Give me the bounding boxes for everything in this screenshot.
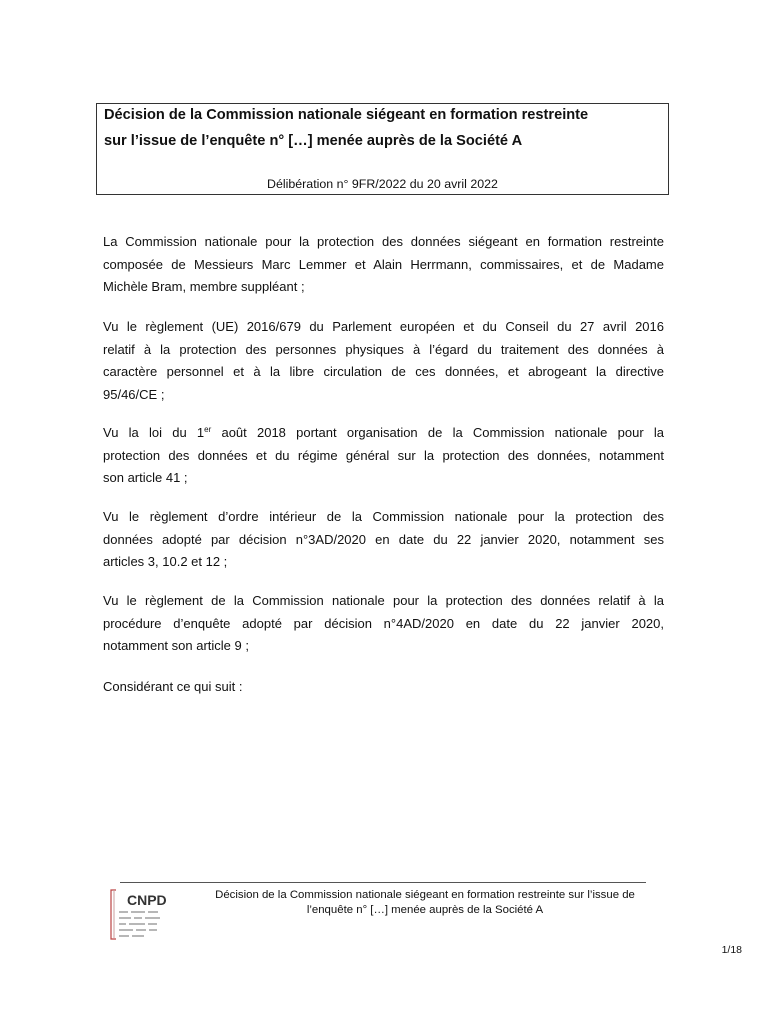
paragraph-line: Considérant ce qui suit : [103, 679, 243, 694]
decision-title-line-2: sur l’issue de l’enquête n° […] menée auprès de la Société A [104, 133, 523, 149]
cnpd-logo-text: CNPD [127, 892, 167, 908]
footer-text-line-1: Décision de la Commission nationale siégeant en formation restreinte sur l’issue de [215, 889, 635, 901]
paragraph-line: Vu le règlement de la Commission nationale pour la protection des données relatif à la [103, 593, 664, 608]
text-fragment: Vu la loi du 1 [103, 425, 205, 440]
paragraph-line [103, 422, 664, 445]
paragraph-line: son article 41 ; [103, 470, 188, 485]
paragraph-line: caractère personnel et à la libre circulation de ces données, et abrogeant la directive [103, 364, 664, 379]
paragraph-considering [103, 676, 664, 699]
paragraph-investigation-procedure [103, 590, 664, 658]
page-number: 1/18 [721, 944, 742, 956]
paragraph-line: La Commission nationale pour la protection des données siégeant en formation restreinte [103, 234, 664, 249]
decision-title-box [96, 103, 669, 195]
paragraph-line: relatif à la protection des personnes physiques à l’égard du traitement des données à [103, 341, 664, 357]
paragraph-internal-rules [103, 506, 664, 574]
paragraph-gdpr [103, 316, 664, 406]
paragraph-line: procédure d’enquête adopté par décision n°4AD/2020 en date du 22 janvier 2020, [103, 615, 664, 631]
ordinal-superscript: er [204, 425, 212, 434]
paragraph-line: composée de Messieurs Marc Lemmer et Alain Herrmann, commissaires, et de Madame [103, 256, 664, 272]
paragraph-line: protection des données et du régime général sur la protection des données, notamment [103, 447, 664, 463]
paragraph-line: articles 3, 10.2 et 12 ; [103, 554, 228, 569]
text-fragment: août 2018 portant organisation de la Commission nationale pour la [211, 425, 664, 440]
paragraph-line: Vu le règlement (UE) 2016/679 du Parlement européen et du Conseil du 27 avril 2016 [103, 319, 664, 334]
footer-divider [120, 882, 646, 883]
footer-text-line-2: l’enquête n° […] menée auprès de la Société A [306, 904, 544, 916]
decision-title-line-1: Décision de la Commission nationale siégeant en formation restreinte [104, 107, 589, 123]
paragraph-line: Michèle Bram, membre suppléant ; [103, 279, 305, 294]
paragraph-law-2018 [103, 422, 664, 490]
paragraph-line: données adopté par décision n°3AD/2020 en date du 22 janvier 2020, notamment ses [103, 531, 664, 547]
paragraph-line: notamment son article 9 ; [103, 638, 249, 653]
paragraph-line: 95/46/CE ; [103, 386, 165, 402]
paragraph-composition [103, 231, 664, 299]
paragraph-line: Vu le règlement d’ordre intérieur de la Commission nationale pour la protection des [103, 509, 664, 524]
footer-text [180, 888, 670, 918]
cnpd-logo [110, 887, 170, 941]
deliberation-number: Délibération n° 9FR/2022 du 20 avril 2022 [267, 177, 498, 191]
